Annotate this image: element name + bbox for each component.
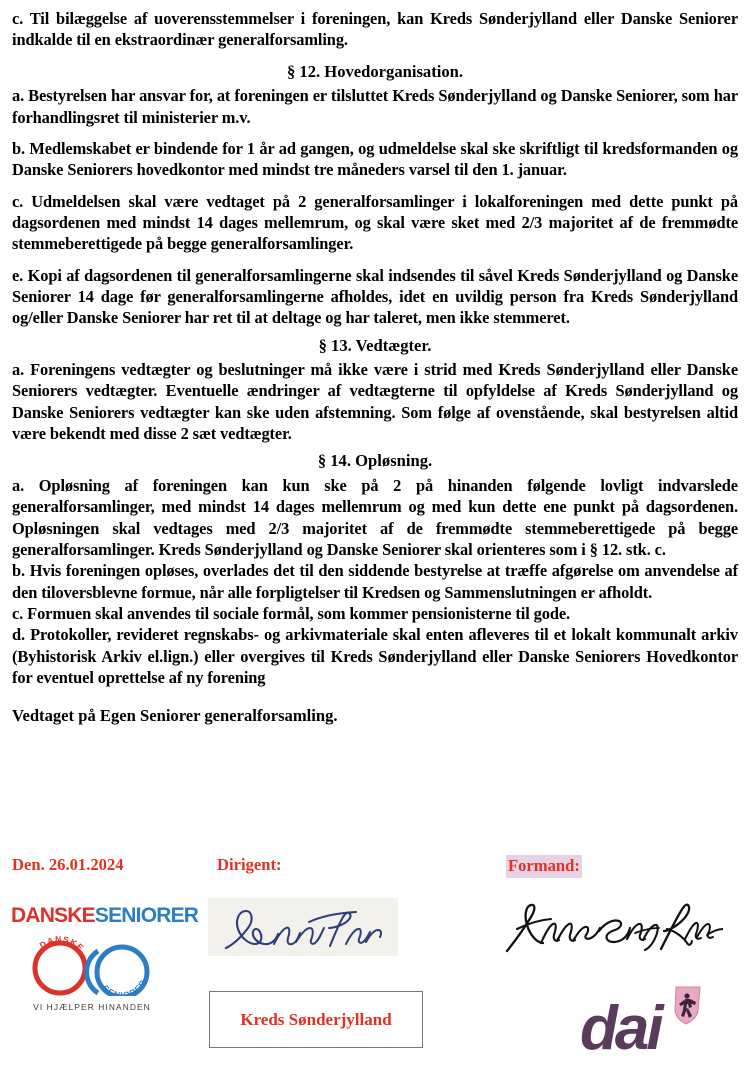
kreds-soenderjylland-label: Kreds Sønderjylland — [240, 1009, 392, 1029]
paragraph-11c: c. Til bilæggelse af uoverensstemmelser i foreningen, kan Kreds Sønderjylland eller Danske Seniorer indkalde til en ekstraordinær generalforsamling. — [12, 9, 738, 50]
dai-badge-icon — [675, 987, 700, 1024]
paragraph-14b: b. Hvis foreningen opløses, overlades det til den siddende bestyrelse at træffe afgørelse om anvendelse af den tiloversblevne formue, når alle forpligtelser til Kredsen og Sammenslutningen er afholdt. — [12, 561, 738, 602]
section-heading-14: § 14. Opløsning. — [317, 451, 433, 471]
dai-wordmark: dai — [580, 994, 661, 1060]
dirigent-label: Dirigent: — [217, 855, 282, 874]
signature-label-row — [12, 855, 738, 885]
wordmark-seniorer: SENIORER — [94, 904, 199, 927]
paragraph-14a: a. Opløsning af foreningen kan kun ske på 2 på hinanden følgende lovligt indvarslede generalforsamlinger, med mindst 14 dages mellemrum og med kun dette ene punkt på dagsordenen. Opløsningen skal vedtages med 2/3 majoritet af de fremmødte stemmeberettigede på begge generalforsamlinger. Kreds Sønderjylland og Danske Seniorer skal orienteres som i § 12. stk. c. — [12, 475, 738, 559]
formand-signature-image — [495, 893, 723, 955]
section-heading-12: § 12. Hovedorganisation. — [286, 61, 464, 81]
formand-label: Formand: — [506, 855, 582, 878]
date-label: Den. 26.01.2024 — [12, 855, 124, 874]
closing-statement: Vedtaget på Egen Seniorer generalforsamling. — [12, 706, 338, 726]
section-heading-13: § 13. Vedtægter. — [318, 335, 432, 355]
paragraph-12b: b. Medlemskabet er bindende for 1 år ad gangen, og udmeldelse skal ske skriftligt til kredsformanden og Danske Seniorers hovedkontor med mindst tre måneders varsel til den 1. januar. — [12, 138, 738, 180]
dirigent-signature-image — [208, 898, 398, 956]
interlocking-rings-icon — [8, 926, 176, 996]
danske-seniorer-tagline: VI HJÆLPER HINANDEN — [33, 1002, 151, 1012]
kreds-soenderjylland-box — [209, 991, 423, 1048]
paragraph-14c: c. Formuen skal anvendes til sociale formål, som kommer pensionisterne til gode. — [12, 603, 571, 623]
paragraph-13a: a. Foreningens vedtægter og beslutninger må ikke være i strid med Kreds Sønderjylland eller Danske Seniorers vedtægter. Eventuelle ændringer af vedtægterne til opfyldelse af Kreds Sønderjylland og Danske Seniorers vedtægter kan ske uden afstemning. Som følge af ovenstående, skal bestyrelsen altid være bekendt med disse 2 sæt vedtægter. — [12, 360, 738, 444]
paragraph-12a: a. Bestyrelsen har ansvar for, at foreningen er tilsluttet Kreds Sønderjylland og Danske Seniorer, som har forhandlingsret til ministerier m.v. — [12, 86, 738, 127]
wordmark-danske: DANSKE — [11, 904, 95, 927]
danske-seniorer-logo — [8, 904, 199, 1023]
dai-logo — [580, 985, 725, 1060]
paragraph-14d: d. Protokoller, revideret regnskabs- og arkivmateriale skal enten afleveres til et lokalt kommunalt arkiv (Byhistorisk Arkiv el.lign.) eller overgives til Kreds Sønderjylland eller Danske Seniorers Hovedkontor for eventuel oprettelse af ny forening — [12, 625, 738, 687]
paragraph-12e: e. Kopi af dagsordenen til generalforsamlingerne skal indsendes til såvel Kreds Sønderjylland og Danske Seniorer 14 dage før generalforsamlingerne afholdes, idet en uvildig person fra Kreds Sønderjylland og/eller Danske Seniorer har ret til at deltage og har taleret, men ikke stemmeret. — [12, 265, 738, 328]
danske-seniorer-wordmark — [8, 904, 199, 927]
svg-text:SENIORER: SENIORER — [100, 977, 149, 996]
paragraph-12c: c. Udmeldelsen skal være vedtaget på 2 generalforsamlinger i lokalforeningen med dette punkt på dagsordenen med mindst 14 dages mellemrum, og skal være sket med 2/3 majoritet af de fremmødte stemmeberettigede på begge generalforsamlinger. — [12, 191, 738, 254]
svg-text:DANSKE: DANSKE — [37, 933, 87, 954]
